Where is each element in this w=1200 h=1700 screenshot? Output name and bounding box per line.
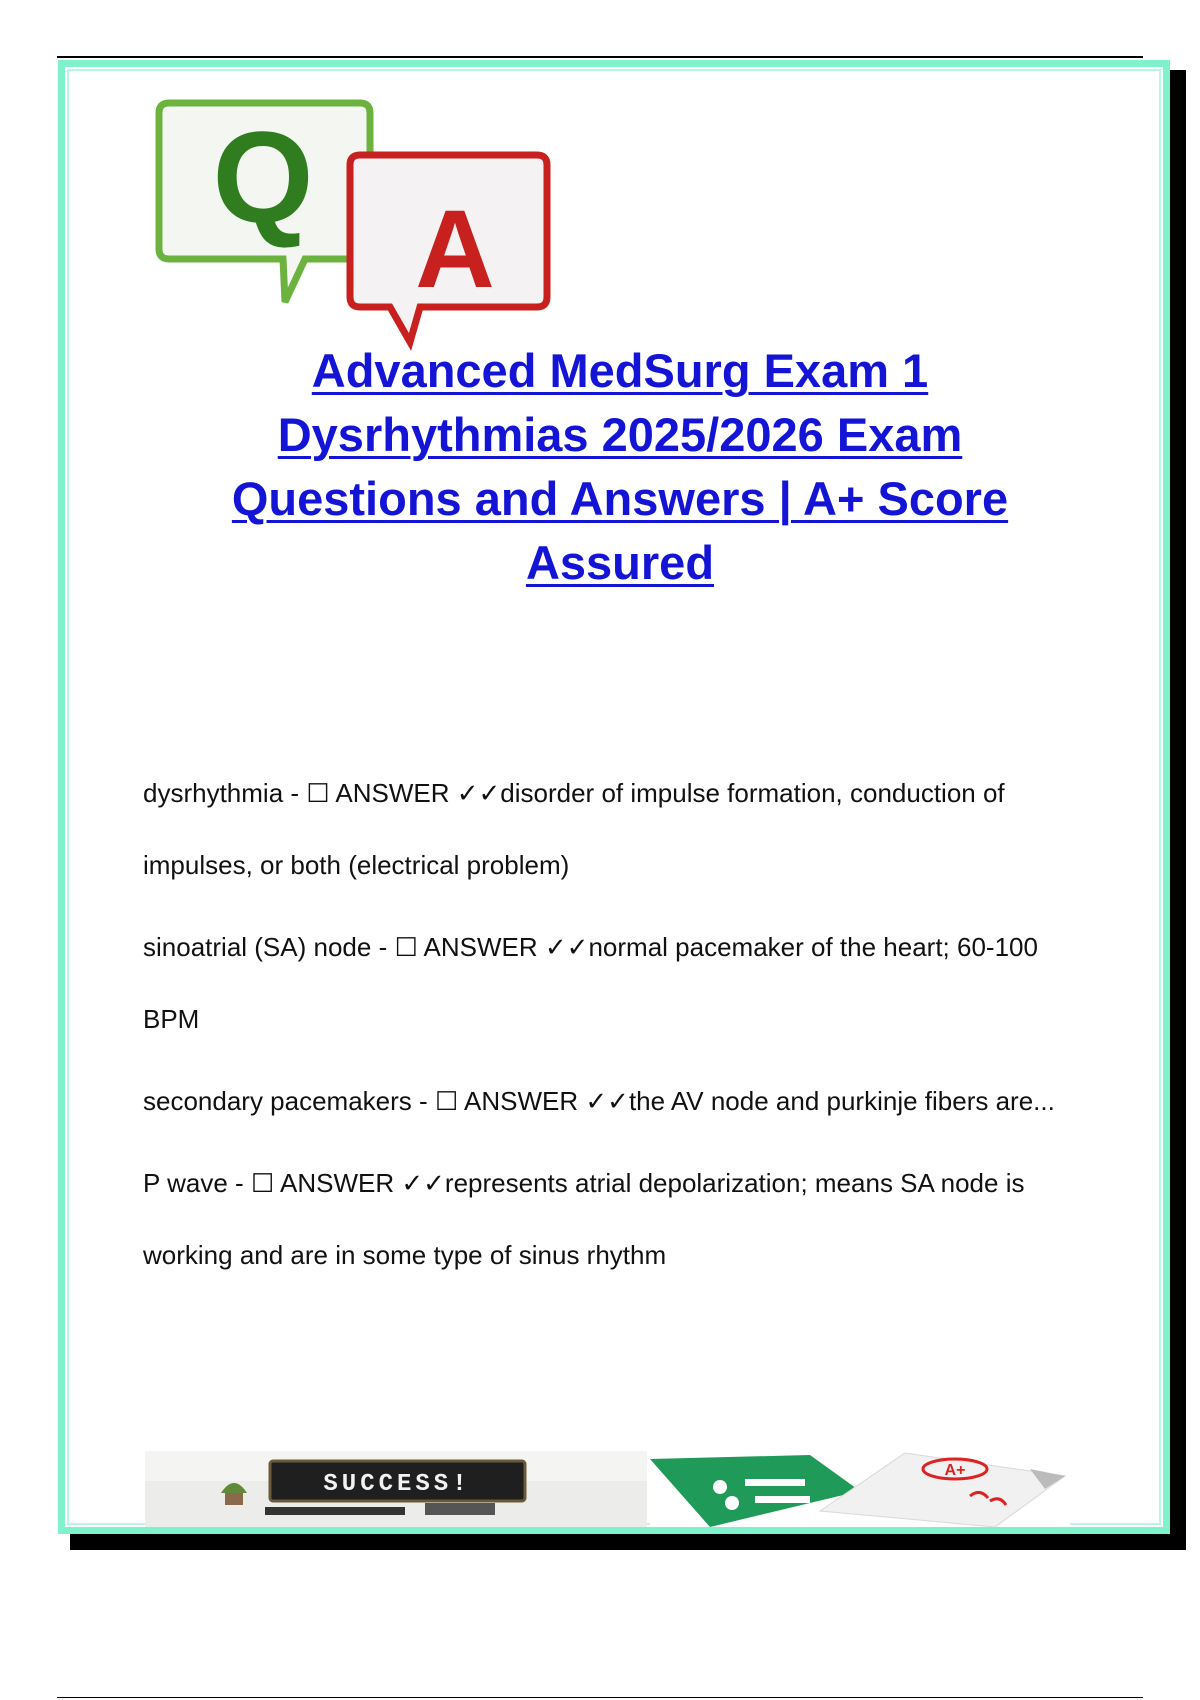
success-sign-text: SUCCESS! (323, 1471, 471, 1498)
qa-term: dysrhythmia (143, 778, 284, 808)
qa-answer: represents atrial depolarization; means SA node is working and are in some type of sinus rhythm (143, 1168, 1025, 1270)
qa-item (143, 1147, 1083, 1291)
qa-item (143, 911, 1083, 1055)
qa-item (143, 1065, 1083, 1137)
q-letter: Q (212, 104, 314, 250)
qa-answer: the AV node and purkinje fibers are... (628, 1086, 1055, 1116)
success-banner-image (145, 1451, 647, 1527)
top-rule (57, 56, 1143, 58)
qa-item (143, 757, 1083, 901)
qa-term: P wave (143, 1168, 228, 1198)
qa-term: secondary pacemakers (143, 1086, 412, 1116)
grade-mark-text: A+ (944, 1462, 966, 1479)
a-letter: A (415, 188, 495, 311)
qa-answer: disorder of impulse formation, conduction of impulses, or both (electrical problem) (143, 778, 1005, 880)
qa-separator: - ☐ ANSWER ✓✓ (227, 1168, 445, 1198)
document-title[interactable]: Advanced MedSurg Exam 1 Dysrhythmias 2025/2026 Exam Questions and Answers | A+ Score Assured (231, 344, 1009, 589)
page-frame (58, 60, 1170, 1534)
qa-logo (155, 97, 595, 367)
bottom-rule (57, 1697, 1143, 1698)
qa-term: sinoatrial (SA) node (143, 932, 372, 962)
qa-answer: normal pacemaker of the heart; 60-100 BPM (143, 932, 1038, 1034)
qa-list (143, 757, 1083, 1301)
qa-separator: - ☐ ANSWER ✓✓ (283, 778, 501, 808)
qa-separator: - ☐ ANSWER ✓✓ (371, 932, 589, 962)
grade-paper-image (650, 1451, 1070, 1527)
qa-separator: - ☐ ANSWER ✓✓ (411, 1086, 629, 1116)
